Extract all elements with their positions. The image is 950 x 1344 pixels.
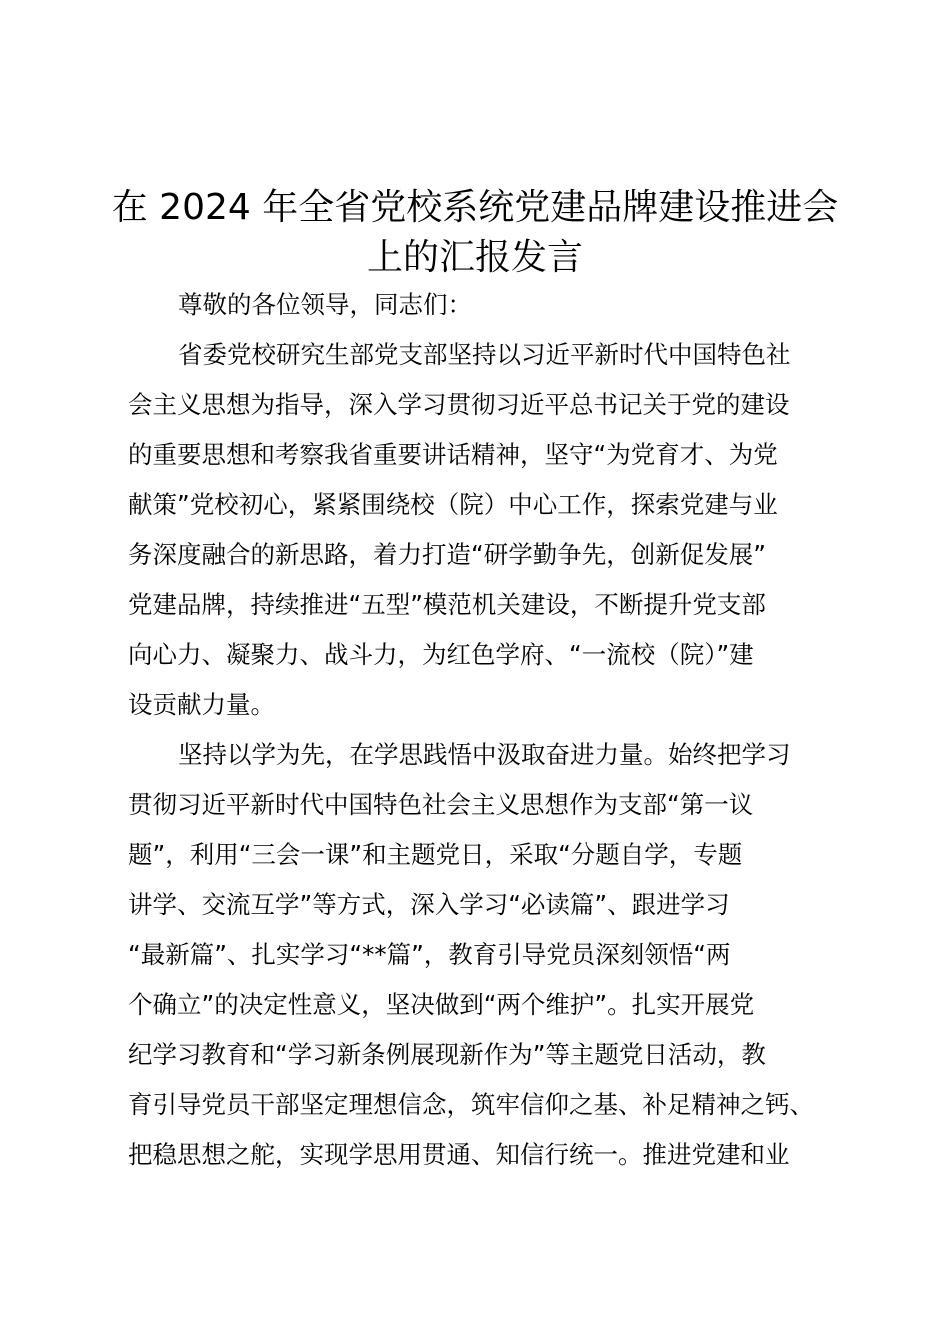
paragraph-line: 的重要思想和考察我省重要讲话精神，坚守“为党育才、为党 — [128, 440, 778, 469]
paragraph-1 — [128, 330, 833, 730]
title-line: 上的汇报发言 — [366, 237, 583, 278]
paragraph-line: 务深度融合的新思路，着力打造“研学勤争先，创新促发展” — [128, 540, 766, 569]
paragraph-line: 会主义思想为指导，深入学习贯彻习近平总书记关于党的建设 — [128, 390, 790, 419]
paragraph-line: 向心力、凝聚力、战斗力，为红色学府、“一流校（院）”建 — [128, 640, 754, 669]
paragraph-line: 献策”党校初心，紧紧围绕校（院）中心工作，探索党建与业 — [128, 490, 778, 519]
paragraph-line: 育引导党员干部坚定理想信念，筑牢信仰之基、补足精神之钙、 — [128, 1090, 814, 1119]
paragraph-line: 讲学、交流互学”等方式，深入学习“必读篇”、跟进学习 — [128, 890, 730, 919]
paragraph-line: 把稳思想之舵，实现学思用贯通、知信行统一。推进党建和业 — [128, 1140, 790, 1169]
paragraph-2 — [128, 730, 833, 1180]
paragraph-line: 省委党校研究生部党支部坚持以习近平新时代中国特色社 — [178, 340, 791, 369]
document-title — [110, 183, 840, 283]
paragraph-line: 设贡献力量。 — [128, 690, 275, 719]
paragraph-line: 坚持以学为先，在学思践悟中汲取奋进力量。始终把学习 — [178, 740, 791, 769]
paragraph-line: 题”，利用“三会一课”和主题党日，采取“分题自学，专题 — [128, 840, 743, 869]
salutation: 尊敬的各位领导，同志们： — [178, 290, 472, 319]
paragraph-line: 纪学习教育和“学习新条例展现新作为”等主题党日活动，教 — [128, 1040, 766, 1069]
paragraph-line: 个确立”的决定性意义，坚决做到“两个维护”。扎实开展党 — [128, 990, 755, 1019]
paragraph-line: 党建品牌，持续推进“五型”模范机关建设，不断提升党支部 — [128, 590, 766, 619]
document-body — [128, 280, 833, 1180]
title-line: 在 2024 年全省党校系统党建品牌建设推进会 — [111, 187, 839, 228]
paragraph-line: 贯彻习近平新时代中国特色社会主义思想作为支部“第一议 — [128, 790, 754, 819]
paragraph-line: “最新篇”、扎实学习“**篇”，教育引导党员深刻领悟“两 — [128, 940, 731, 969]
